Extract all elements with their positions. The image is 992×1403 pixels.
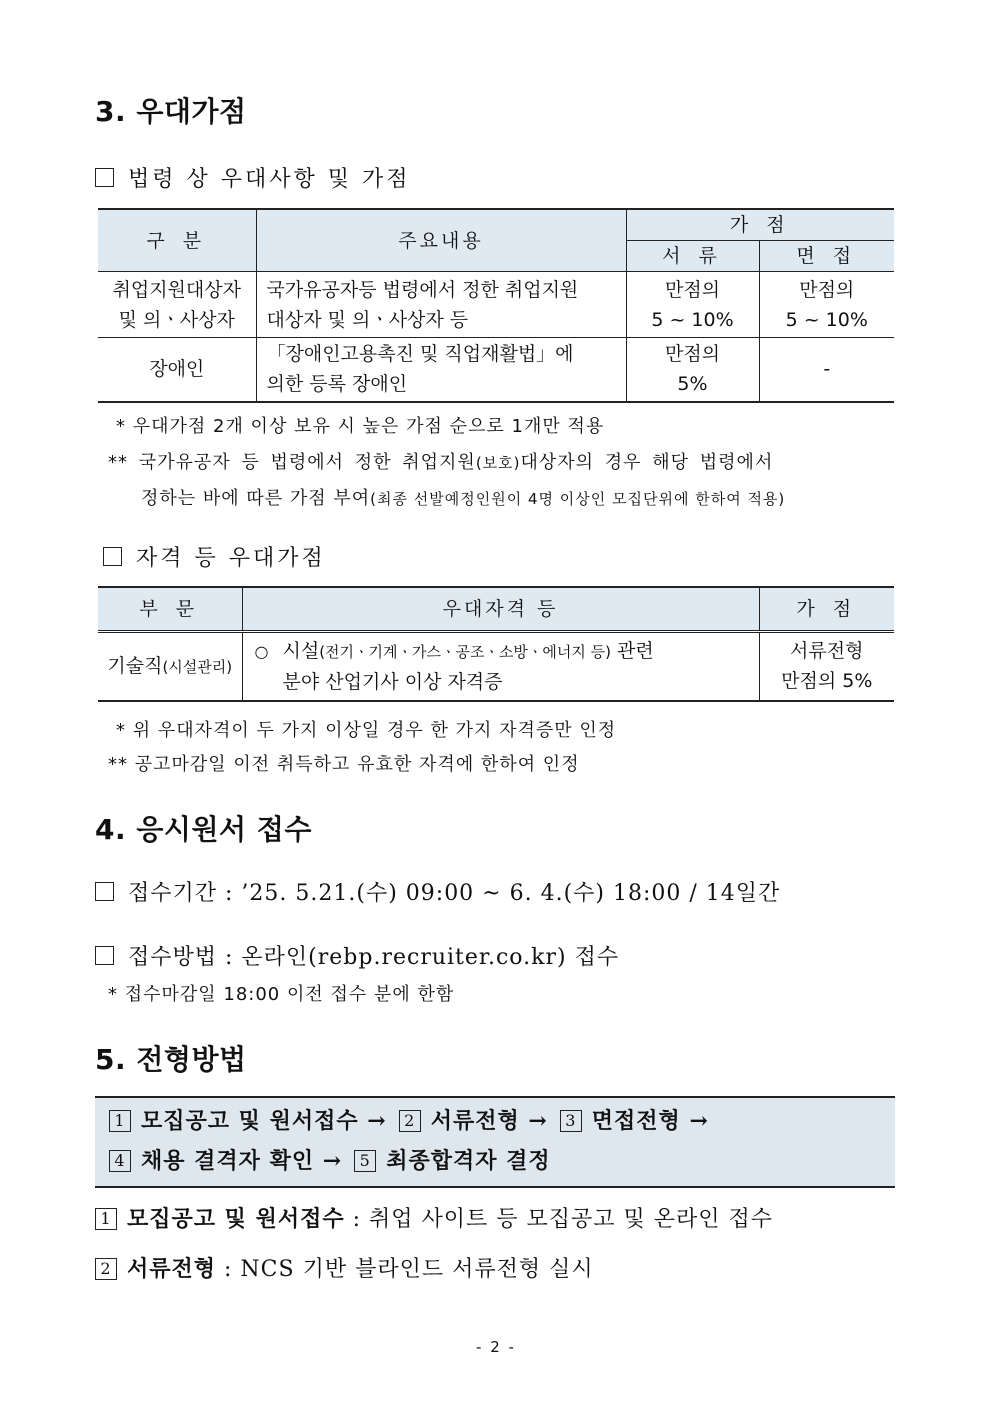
cell-points: 서류전형 만점의 5%	[759, 631, 894, 701]
application-period: 접수기간 : ’25. 5.21.(수) 09:00 ~ 6. 4.(수) 18:00 / 14일간	[95, 876, 780, 907]
checkbox-square-icon	[95, 946, 114, 965]
selection-process-box	[95, 1096, 895, 1188]
cell-category: 취업지원대상자 및 의ㆍ사상자	[98, 272, 256, 338]
section-3-title: 3. 우대가점	[95, 95, 247, 128]
table-row	[98, 272, 894, 338]
page-number: - 2 -	[476, 1338, 516, 1356]
th-document: 서 류	[626, 241, 759, 272]
th-points: 가 점	[626, 209, 894, 241]
checkbox-square-icon	[95, 168, 114, 187]
subheading-text: 법령 상 우대사항 및 가점	[128, 167, 411, 192]
process-step-text: 서류전형 →	[430, 1108, 548, 1134]
subheading-legal-preference	[95, 162, 411, 193]
qualification-table	[98, 586, 894, 702]
th-category: 구 분	[98, 209, 256, 272]
step-number-badge: 5	[354, 1150, 376, 1172]
application-method: 접수방법 : 온라인(rebp.recruiter.co.kr) 접수	[95, 940, 619, 971]
cell-category: 장애인	[98, 338, 256, 402]
cell-qualification: ○ 시설(전기ㆍ기계ㆍ가스ㆍ공조ㆍ소방ㆍ에너지 등) 관련 분야 산업기사 이상 자격증	[242, 631, 759, 701]
table-row	[98, 631, 894, 701]
step-number-badge: 2	[399, 1110, 421, 1132]
legal-preference-table	[98, 208, 894, 403]
process-step-text: 채용 결격자 확인 →	[141, 1148, 343, 1174]
cell-division: 기술직(시설관리)	[98, 631, 242, 701]
subheading-text: 자격 등 우대가점	[136, 546, 326, 571]
step-number-badge: 4	[109, 1150, 131, 1172]
section-4-title: 4. 응시원서 접수	[95, 813, 312, 846]
cell-doc-points: 만점의 5 ~ 10%	[626, 272, 759, 338]
note-1: * 우대가점 2개 이상 보유 시 높은 가점 순으로 1개만 적용	[116, 416, 605, 437]
step-number-badge: 3	[560, 1110, 582, 1132]
step-2: 2 서류전형 : NCS 기반 블라인드 서류전형 실시	[95, 1252, 594, 1283]
subheading-qualification	[103, 541, 326, 572]
process-step-text: 면접전형 →	[591, 1108, 709, 1134]
process-line-1	[109, 1104, 721, 1135]
method-note: * 접수마감일 18:00 이전 접수 분에 한함	[108, 984, 455, 1005]
step-number-badge: 1	[95, 1208, 117, 1230]
cell-doc-points: 만점의 5%	[626, 338, 759, 402]
th-division: 부 문	[98, 587, 242, 631]
section-5-title: 5. 전형방법	[95, 1043, 247, 1076]
cell-interview-points: -	[759, 338, 894, 402]
note-5: ** 공고마감일 이전 취득하고 유효한 자격에 한하여 인정	[108, 754, 580, 775]
table-row	[98, 338, 894, 402]
step-number-badge: 2	[95, 1258, 117, 1280]
th-points: 가 점	[759, 587, 894, 631]
note-2: ** 국가유공자 등 법령에서 정한 취업지원(보호)대상자의 경우 해당 법령에서	[108, 452, 774, 473]
process-step-text: 모집공고 및 원서접수 →	[141, 1108, 387, 1134]
th-interview: 면 접	[759, 241, 894, 272]
process-step-text: 최종합격자 결정	[386, 1148, 551, 1174]
cell-content: 「장애인고용촉진 및 직업재활법」에 의한 등록 장애인	[256, 338, 626, 402]
step-1: 1 모집공고 및 원서접수 : 취업 사이트 등 모집공고 및 온라인 접수	[95, 1202, 773, 1233]
note-3: 정하는 바에 따른 가점 부여(최종 선발예정인원이 4명 이상인 모집단위에 한하여 적용)	[141, 488, 786, 509]
th-qualification: 우대자격 등	[242, 587, 759, 631]
process-line-2	[109, 1144, 563, 1175]
checkbox-square-icon	[95, 882, 114, 901]
step-number-badge: 1	[109, 1110, 131, 1132]
cell-interview-points: 만점의 5 ~ 10%	[759, 272, 894, 338]
th-content: 주요내용	[256, 209, 626, 272]
cell-content: 국가유공자등 법령에서 정한 취업지원 대상자 및 의ㆍ사상자 등	[256, 272, 626, 338]
note-4: * 위 우대자격이 두 가지 이상일 경우 한 가지 자격증만 인정	[116, 720, 617, 741]
checkbox-square-icon	[103, 547, 122, 566]
